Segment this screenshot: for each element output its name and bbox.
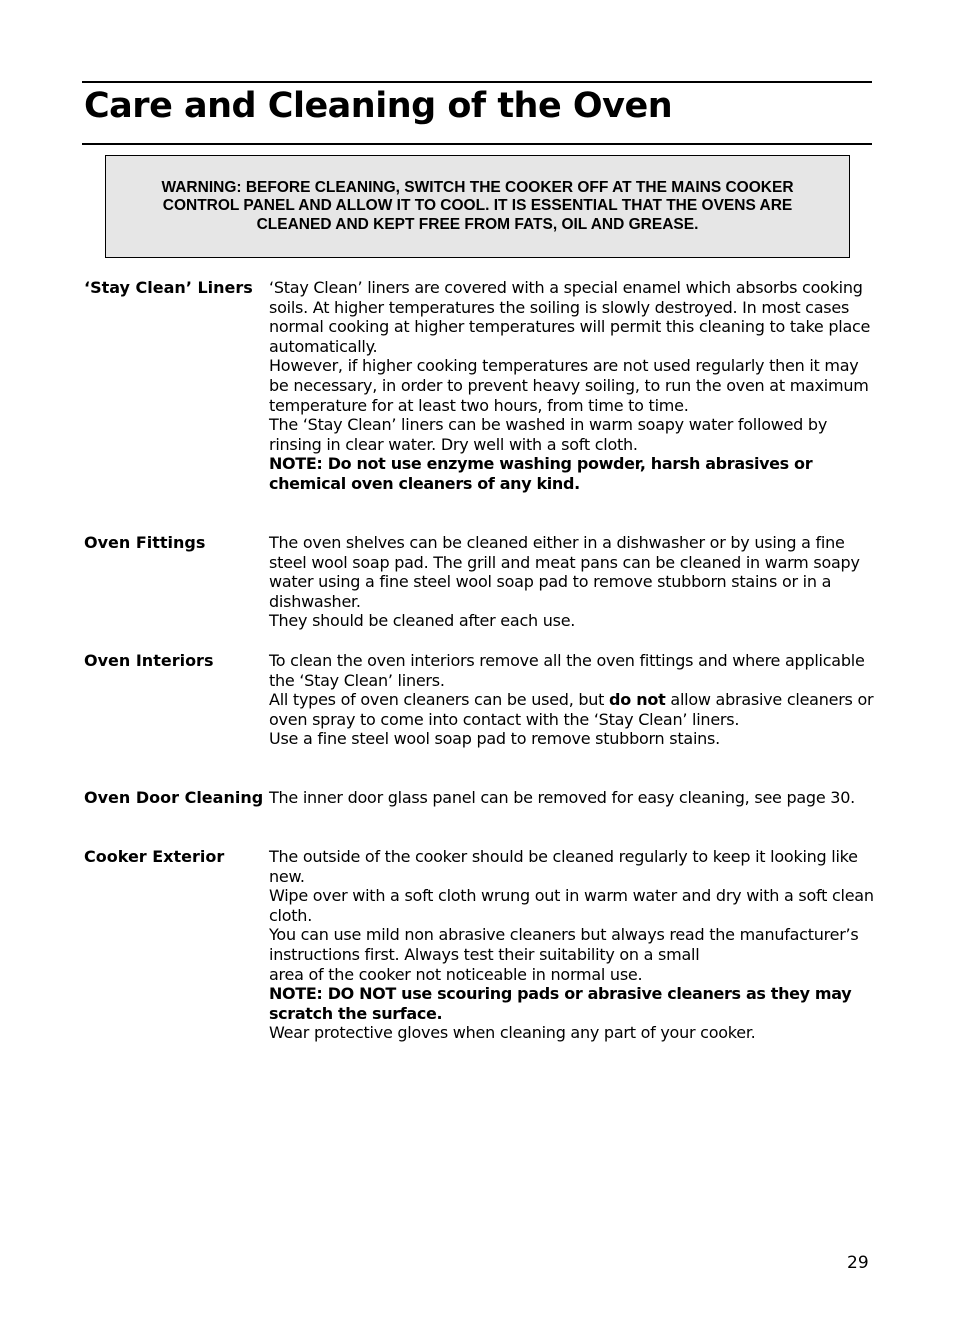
section-label-exterior: Cooker Exterior [84,847,225,866]
section-label-fittings: Oven Fittings [84,533,206,552]
section-body-fittings [269,533,874,631]
paragraph: The inner door glass panel can be removed for easy cleaning, see page 30. [269,788,855,807]
paragraph [269,690,874,729]
warning-note: NOTE: Do not use enzyme washing powder, harsh abrasives or chemical oven cleaners of any kind. [269,454,813,493]
text-run: All types of oven cleaners can be used, but [269,690,610,710]
warning-text: WARNING: BEFORE CLEANING, SWITCH THE COOKER OFF AT THE MAINS COOKER CONTROL PANEL AND ALLOW IT TO COOL. IT IS ESSENTIAL THAT THE OVENS ARE CLEANED AND KEPT FREE FROM FATS, OIL AND GREASE. [161,178,794,233]
section-body-interiors [269,651,874,749]
paragraph: To clean the oven interiors remove all the oven fittings and where applicable the ‘Stay Clean’ liners. [269,651,865,690]
paragraph: Use a fine steel wool soap pad to remove stubborn stains. [269,729,720,749]
paragraph: area of the cooker not noticeable in normal use. [269,964,643,984]
emphasis-do-not: do not [609,690,666,710]
text-run: allow abrasive cleaners or oven spray to come into contact with the ‘Stay Clean’ liners. [269,690,874,729]
page-title: Care and Cleaning of the Oven [84,86,673,126]
paragraph: However, if higher cooking temperatures are not used regularly then it may be necessary, in order to prevent heavy soiling, to run the oven at maximum temperature for at least two hours, from time to time. [269,356,869,415]
paragraph: Wipe over with a soft cloth wrung out in warm water and dry with a soft clean cloth. [269,886,874,925]
paragraph: Wear protective gloves when cleaning any part of your cooker. [269,1023,756,1043]
title-underline-rule [82,143,872,145]
paragraph: They should be cleaned after each use. [269,611,576,631]
section-label-stay-clean: ‘Stay Clean’ Liners [84,278,253,297]
paragraph: The outside of the cooker should be cleaned regularly to keep it looking like new. [269,847,858,886]
section-label-interiors: Oven Interiors [84,651,214,670]
section-body-stay-clean [269,278,874,494]
section-body-exterior [269,847,874,1043]
page-number: 29 [847,1253,869,1273]
warning-box [105,155,850,258]
paragraph: The oven shelves can be cleaned either in a dishwasher or by using a fine steel wool soap pad. The grill and meat pans can be cleaned in warm soapy water using a fine steel wool soap pad to remove stubborn stains or in a dishwasher. [269,533,860,611]
section-body-door [269,788,874,808]
paragraph: You can use mild non abrasive cleaners but always read the manufacturer’s instructions first. Always test their suitability on a small [269,925,859,964]
paragraph: The ‘Stay Clean’ liners can be washed in warm soapy water followed by rinsing in clear water. Dry well with a soft cloth. [269,415,828,454]
top-rule [82,81,872,83]
warning-note: NOTE: DO NOT use scouring pads or abrasive cleaners as they may scratch the surface. [269,984,852,1023]
paragraph: ‘Stay Clean’ liners are covered with a special enamel which absorbs cooking soils. At higher temperatures the soiling is slowly destroyed. In most cases normal cooking at higher temperatures will permit this cleaning to take place automatically. [269,278,871,356]
section-label-door: Oven Door Cleaning [84,788,264,807]
